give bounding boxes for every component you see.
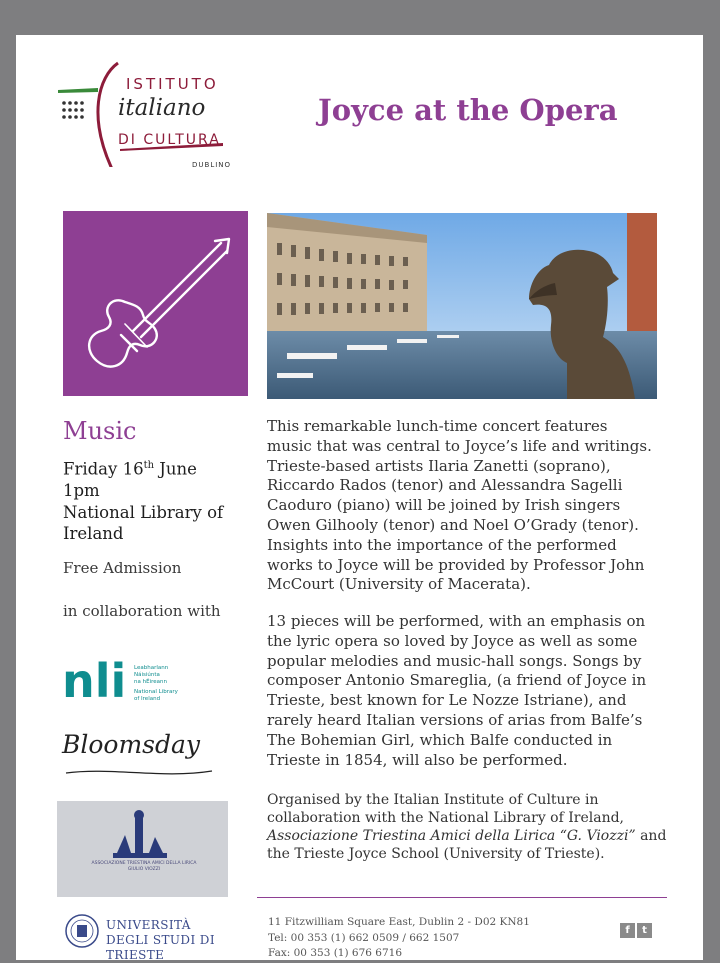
description-paragraph-1 xyxy=(267,417,667,595)
nli-irish-line2: Náisiúnta xyxy=(134,672,160,678)
paragraph-line: Trieste, best known for Le Nozze Istriane), and xyxy=(267,691,627,710)
photo-illustration xyxy=(267,213,657,399)
footer-divider xyxy=(257,897,667,898)
paragraph-line: works to Joyce will be provided by Professor John xyxy=(267,555,645,574)
nli-irish-line3: na hÉireann xyxy=(134,679,167,685)
association-name: Associazione Triestina Amici della Lirica “G. Viozzi” xyxy=(267,828,636,844)
bloomsday-underline-icon xyxy=(62,765,222,781)
contact-info xyxy=(268,915,530,962)
nli-irish-line1: Leabharlann xyxy=(134,665,169,671)
paragraph-line: composer Antonio Smareglia, (a friend of Joyce in xyxy=(267,671,647,690)
university-name-line1: UNIVERSITÀ xyxy=(106,918,191,932)
collaboration-note: in collaboration with xyxy=(63,602,221,620)
nli-logo-letters: nli xyxy=(62,655,127,708)
fax: Fax: 00 353 (1) 676 6716 xyxy=(268,947,403,959)
paragraph-line: McCourt (University of Macerata). xyxy=(267,575,531,594)
istituto-logo xyxy=(58,57,248,169)
admission-note: Free Admission xyxy=(63,559,182,577)
page-title: Joyce at the Opera xyxy=(318,93,618,127)
paragraph-line: the Trieste Joyce School (University of Trieste). xyxy=(267,846,605,862)
paragraph-line: This remarkable lunch-time concert features xyxy=(267,417,608,435)
social-links xyxy=(620,918,654,938)
nli-logo xyxy=(62,655,192,711)
facebook-icon[interactable]: f xyxy=(620,923,635,938)
logo-word-dublino: DUBLINO xyxy=(192,161,232,169)
paragraph-line: Trieste-based artists Ilaria Zanetti (soprano), xyxy=(267,456,611,475)
association-caption xyxy=(79,861,209,873)
event-details xyxy=(63,455,223,545)
paragraph-line: Riccardo Rados (tenor) and Alessandra Sagelli xyxy=(267,476,623,495)
association-caption-line2: GIULIO VIOZZI xyxy=(127,867,161,872)
logo-word-istituto: ISTITUTO xyxy=(126,75,219,93)
nli-english-line2: of Ireland xyxy=(134,696,161,702)
paragraph-line: music that was central to Joyce’s life and writings. xyxy=(267,436,652,455)
paragraph-line: collaboration with the National Library of Ireland, xyxy=(267,810,624,826)
event-venue-line2: Ireland xyxy=(63,524,124,543)
flyer-page xyxy=(16,35,703,960)
violin-icon xyxy=(63,211,248,396)
paragraph-line: Owen Gilhooly (tenor) and Noel O’Grady (tenor). xyxy=(267,515,639,534)
event-date xyxy=(63,455,223,480)
paragraph-line: Insights into the importance of the performed xyxy=(267,535,617,554)
twitter-icon[interactable]: t xyxy=(637,923,652,938)
nli-english-line1: National Library xyxy=(134,689,178,695)
address: 11 Fitzwilliam Square East, Dublin 2 - D02 KN81 xyxy=(268,916,530,928)
event-time: 1pm xyxy=(63,481,100,500)
paragraph-line: Organised by the Italian Institute of Culture in xyxy=(267,792,599,808)
paragraph-line: The Bohemian Girl, which Balfe conducted in xyxy=(267,730,613,749)
description-paragraph-2 xyxy=(267,612,667,770)
logo-word-italiano: italiano xyxy=(118,95,206,121)
paragraph-line: the lyric opera so loved by Joyce as well as some xyxy=(267,631,638,650)
paragraph-line: popular melodies and music-hall songs. Songs by xyxy=(267,651,642,670)
bloomsday-logo: Bloomsday xyxy=(62,730,201,759)
statue-silhouette-icon xyxy=(57,801,228,897)
event-month: June xyxy=(154,459,197,479)
event-day-suffix: th xyxy=(143,460,155,471)
trieste-joyce-statue-photo xyxy=(267,213,657,399)
paragraph-line: Trieste in 1854, will also be performed. xyxy=(267,750,568,769)
paragraph-line: Caoduro (piano) will be joined by Irish singers xyxy=(267,496,621,515)
university-name xyxy=(106,918,264,963)
nli-logo-mark xyxy=(62,655,192,711)
paragraph-fragment: and xyxy=(635,828,667,844)
logo-word-cultura: DI CULTURA xyxy=(118,132,221,148)
university-logo xyxy=(64,913,264,962)
university-seal-icon xyxy=(64,913,100,949)
event-day: Friday 16 xyxy=(63,459,144,479)
music-category-tile xyxy=(63,211,248,396)
category-heading: Music xyxy=(63,417,137,445)
association-caption-line1: ASSOCIAZIONE TRIESTINA AMICI DELLA LIRICA xyxy=(91,861,197,866)
lirica-association-logo xyxy=(57,801,228,897)
event-venue-line1: National Library of xyxy=(63,502,224,522)
university-name-line2: DEGLI STUDI DI TRIESTE xyxy=(106,933,215,962)
telephone: Tel: 00 353 (1) 662 0509 / 662 1507 xyxy=(268,931,460,944)
paragraph-line xyxy=(267,827,677,845)
paragraph-line: 13 pieces will be performed, with an emphasis on xyxy=(267,612,646,630)
organiser-paragraph xyxy=(267,791,677,863)
paragraph-line: rarely heard Italian versions of arias from Balfe’s xyxy=(267,710,643,729)
